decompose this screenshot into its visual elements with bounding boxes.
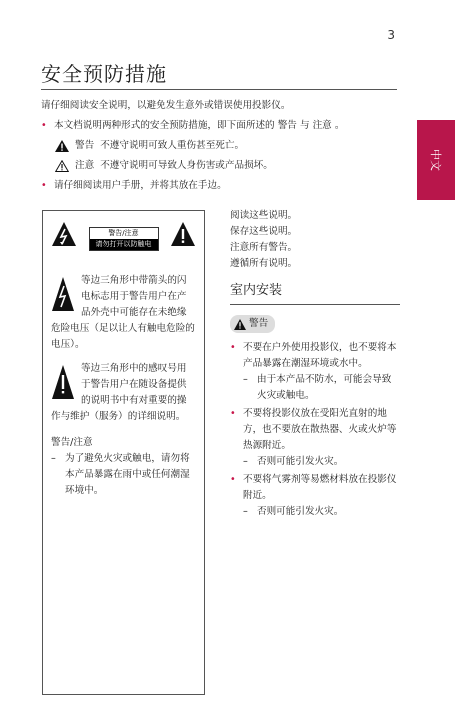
list-item-text: 不要将气雾剂等易燃材料放在投影仪附近。: [243, 473, 397, 501]
bullet-icon: •: [230, 341, 236, 353]
right-column: [230, 208, 400, 520]
instruction-line: 遵循所有说明。: [230, 258, 298, 269]
warning-word: 警告: [75, 140, 95, 151]
bullet-icon: •: [230, 407, 236, 419]
bullet-icon: •: [41, 180, 47, 191]
warning-triangle-icon: [234, 319, 246, 330]
lightning-explanation-text: 等边三角形中带箭头的闪电标志用于警告用户在产品外壳中可能存在未绝缘危险电压（足以让人有触电危险的电压）。: [51, 275, 195, 350]
dash-marker: –: [243, 373, 248, 385]
list-subitem: [230, 454, 400, 470]
instruction-line: 注意所有警告。: [230, 242, 298, 253]
intro-line: 请仔细阅读安全说明，以避免发生意外或错误使用投影仪。: [41, 100, 291, 111]
warning-definition: [41, 136, 401, 156]
caution-word: 注意: [75, 160, 95, 171]
caution-heading: 警告/注意: [51, 437, 93, 448]
warning-badge-label: 警告: [249, 318, 269, 329]
list-item-text: 不要将投影仪放在受阳光直射的地方，也不要放在散热器、火或火炉等热源附近。: [243, 407, 397, 451]
safety-symbol-box: [42, 210, 205, 695]
language-tab[interactable]: [417, 120, 455, 200]
caution-definition: [41, 156, 401, 176]
list-subitem-text: 否则可能引发火灾。: [257, 505, 344, 517]
warning-label-bottom: 请勿打开以防触电: [90, 239, 158, 250]
dash-marker: –: [243, 455, 248, 467]
list-subitem-text: 否则可能引发火灾。: [257, 455, 344, 467]
instruction-line: 阅读这些说明。: [230, 210, 298, 221]
exclamation-explanation-text: 等边三角形中的感叹号用于警告用户在随设备提供的说明书中有对重要的操作与维护（服务）的详细说明。: [51, 363, 187, 422]
list-item: [230, 340, 400, 372]
lightning-triangle-icon: [51, 221, 77, 247]
warning-label: [89, 227, 159, 251]
dash-marker: –: [243, 505, 248, 517]
bullet-icon: •: [41, 120, 47, 131]
caution-item-text: 为了避免火灾或触电，请勿将本产品暴露在雨中或任何潮湿环境中。: [65, 453, 190, 496]
warning-text: 不遵守说明可致人重伤甚至死亡。: [100, 140, 245, 151]
lightning-triangle-icon: [51, 275, 75, 313]
warning-label-top: 警告/注意: [90, 228, 158, 239]
exclamation-explanation: [51, 361, 196, 425]
intro-section: [41, 96, 401, 196]
list-item: [230, 406, 400, 454]
intro-bullet: [41, 176, 401, 196]
section-title: 室内安装: [230, 283, 283, 298]
caution-item: [51, 451, 196, 499]
intro-bullet-text: 本文档说明两种形式的安全预防措施，即下面所述的 警告 与 注意 。: [54, 120, 345, 131]
lightning-explanation: [51, 273, 196, 353]
intro-bullet: [41, 116, 401, 136]
dash-marker: –: [51, 453, 56, 464]
warning-list: [230, 340, 400, 520]
list-subitem-text: 由于本产品不防水，可能会导致火灾或触电。: [257, 373, 392, 401]
section-divider: [230, 304, 400, 305]
intro-bullet-text: 请仔细阅读用户手册，并将其放在手边。: [54, 180, 227, 191]
caution-triangle-icon: [55, 160, 69, 172]
list-item: [230, 472, 400, 504]
title-divider: [41, 89, 397, 90]
list-subitem: [230, 372, 400, 404]
page-title: 安全预防措施: [41, 62, 167, 86]
bullet-icon: •: [230, 473, 236, 485]
exclamation-triangle-icon: [51, 363, 75, 401]
caution-text: 不遵守说明可导致人身伤害或产品损坏。: [100, 160, 273, 171]
language-tab-label: 中文: [429, 149, 442, 171]
instruction-line: 保存这些说明。: [230, 226, 298, 237]
warning-badge: [230, 315, 275, 333]
list-subitem: [230, 504, 400, 520]
list-item-text: 不要在户外使用投影仪，也不要将本产品暴露在潮湿环境或水中。: [243, 341, 397, 369]
exclamation-triangle-icon: [170, 221, 196, 247]
warning-triangle-icon: [55, 140, 69, 152]
page-number: 3: [387, 28, 395, 42]
